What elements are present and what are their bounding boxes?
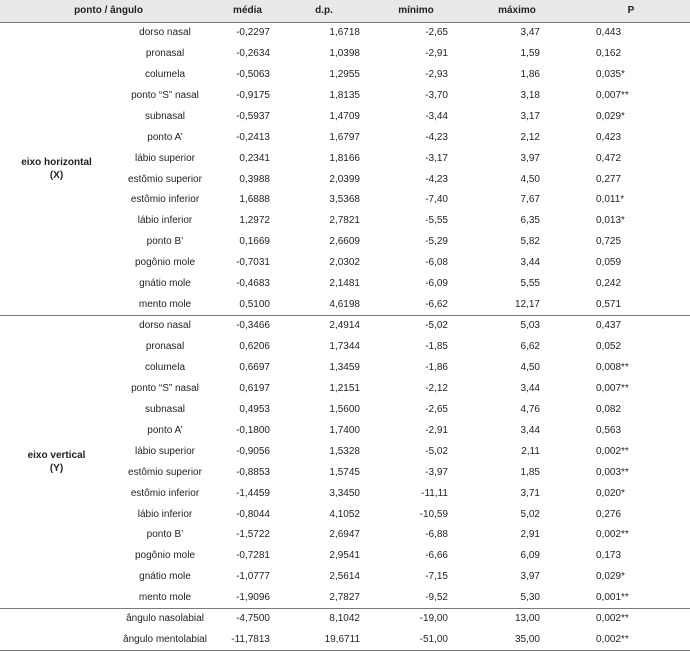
header-p: P: [572, 0, 690, 22]
row-p: 0,277: [596, 173, 622, 185]
row-maximo: 5,02: [520, 508, 540, 520]
row-media: 0,4953: [239, 403, 270, 415]
row-ponto: lábio inferior: [137, 508, 193, 520]
row-p: 0,002**: [572, 629, 690, 650]
row-maximo: 3,18: [520, 89, 540, 101]
row-maximo: 4,50: [520, 361, 540, 373]
header-media: média: [217, 0, 278, 22]
row-p: 0,007**: [596, 89, 629, 101]
row-media: -0,9175: [236, 89, 270, 101]
row-p: 0,082: [596, 403, 622, 415]
row-p: 0,003**: [596, 466, 629, 478]
row-dp: 2,9541: [329, 550, 360, 562]
header-maximo: máximo: [462, 0, 572, 22]
row-ponto: columela: [144, 361, 186, 373]
row-media: -0,7281: [236, 550, 270, 562]
row-ponto: estômio inferior: [130, 194, 200, 206]
row-p: 0,029*: [596, 110, 625, 122]
empty-group-cell: [0, 608, 113, 629]
row-maximo: 4,50: [520, 173, 540, 185]
row-ponto: ponto A’: [147, 424, 183, 436]
row-minimo: -5,02: [370, 315, 462, 336]
row-maximo: 2,91: [520, 529, 540, 541]
row-minimo: -2,91: [425, 47, 448, 59]
row-p: 0,002**: [596, 529, 629, 541]
row-media: -0,8044: [236, 508, 270, 520]
row-minimo: -7,15: [425, 571, 448, 583]
row-media: -11,7813: [217, 629, 278, 650]
row-p: 0,173: [596, 550, 622, 562]
row-dp: 1,2955: [329, 68, 360, 80]
row-p: 0,007**: [596, 382, 629, 394]
row-ponto: ponto B’: [146, 236, 184, 248]
row-ponto: lábio inferior: [137, 215, 193, 227]
row-minimo: -2,91: [425, 424, 448, 436]
row-media: -0,2634: [236, 47, 270, 59]
row-dp: 2,6609: [329, 236, 360, 248]
row-media: -0,2413: [236, 131, 270, 143]
row-media: 0,6206: [239, 341, 270, 353]
row-media: 0,3988: [239, 173, 270, 185]
row-ponto: ângulo mentolabial: [113, 629, 217, 650]
row-p: 0,242: [596, 278, 622, 290]
row-minimo: -2,65: [425, 403, 448, 415]
row-maximo: 3,44: [520, 257, 540, 269]
row-maximo: 6,62: [520, 341, 540, 353]
group-label-line2: (Y): [49, 462, 64, 474]
row-minimo: -3,70: [425, 89, 448, 101]
row-minimo: -3,44: [425, 110, 448, 122]
row-media: -0,8853: [236, 466, 270, 478]
row-maximo: 7,67: [520, 194, 540, 206]
row-maximo: 35,00: [462, 629, 572, 650]
row-p: 0,020*: [596, 487, 625, 499]
row-media: -0,1800: [236, 424, 270, 436]
row-ponto: ponto A’: [147, 131, 183, 143]
row-dp: 2,7827: [329, 592, 360, 604]
header-ponto: ponto / ângulo: [0, 0, 217, 22]
row-ponto: columela: [144, 68, 186, 80]
row-dp: 1,5745: [329, 466, 360, 478]
row-media: -1,4459: [236, 487, 270, 499]
row-maximo: 3,44: [520, 382, 540, 394]
row-p: 0,035*: [596, 68, 625, 80]
row-maximo: 1,85: [520, 466, 540, 478]
row-media: -0,3466: [217, 315, 278, 336]
row-minimo: -3,97: [425, 466, 448, 478]
row-minimo: -6,62: [425, 298, 448, 310]
table-row: [0, 315, 690, 336]
row-p: 0,571: [596, 298, 622, 310]
row-ponto: ponto “S” nasal: [131, 382, 199, 394]
row-ponto: pogônio mole: [134, 550, 196, 562]
row-minimo: -5,02: [425, 445, 448, 457]
row-maximo: 13,00: [462, 608, 572, 629]
row-dp: 2,4914: [278, 315, 370, 336]
row-p: 0,059: [596, 257, 622, 269]
row-minimo: -5,55: [425, 215, 448, 227]
row-maximo: 5,55: [520, 278, 540, 290]
row-media: 0,5100: [239, 298, 270, 310]
row-media: -0,9056: [236, 445, 270, 457]
row-maximo: 1,59: [520, 47, 540, 59]
row-dp: 8,1042: [278, 608, 370, 629]
row-p: 0,002**: [596, 445, 629, 457]
header-row: [0, 0, 690, 22]
row-ponto: pronasal: [145, 47, 185, 59]
row-minimo: -3,17: [425, 152, 448, 164]
row-minimo: -51,00: [370, 629, 462, 650]
row-dp: 3,3450: [329, 487, 360, 499]
row-dp: 3,5368: [329, 194, 360, 206]
row-dp: 1,7344: [329, 341, 360, 353]
row-media: -1,0777: [236, 571, 270, 583]
row-ponto: estômio superior: [128, 466, 202, 478]
row-maximo: 2,11: [521, 445, 540, 457]
row-p: 0,472: [596, 152, 622, 164]
row-p: 0,437: [572, 315, 690, 336]
table-row: [0, 22, 690, 43]
row-ponto: mento mole: [138, 592, 192, 604]
row-media: -0,4683: [236, 278, 270, 290]
row-ponto: subnasal: [144, 403, 186, 415]
row-ponto: gnátio mole: [139, 571, 191, 583]
row-p: 0,052: [596, 341, 622, 353]
row-ponto: estômio superior: [128, 173, 202, 185]
row-minimo: -7,40: [425, 194, 448, 206]
group-label-line1: eixo vertical: [27, 449, 86, 461]
header-dp: d.p.: [278, 0, 370, 22]
row-minimo: -9,52: [425, 592, 448, 604]
row-maximo: 3,47: [520, 27, 540, 39]
row-p: 0,029*: [596, 571, 625, 583]
row-p: 0,725: [596, 236, 622, 248]
group-label-line1: eixo horizontal: [21, 156, 92, 168]
row-maximo: 3,97: [520, 152, 540, 164]
row-media: 1,6888: [239, 194, 270, 206]
row-maximo: 12,17: [514, 298, 540, 310]
row-dp: 1,8135: [329, 89, 360, 101]
row-dp: 19,6711: [278, 629, 370, 650]
row-dp: 1,4709: [329, 110, 360, 122]
row-dp: 2,5614: [329, 571, 360, 583]
row-ponto: pronasal: [145, 341, 185, 353]
row-ponto: lábio superior: [134, 445, 196, 457]
row-maximo: 4,76: [520, 403, 540, 415]
row-media: 1,2972: [239, 215, 270, 227]
row-minimo: -2,65: [425, 27, 448, 39]
row-media: -0,7031: [236, 257, 270, 269]
row-media: 0,6697: [239, 361, 270, 373]
row-media: -0,5063: [236, 68, 270, 80]
row-dp: 2,1481: [329, 278, 360, 290]
row-p: 0,276: [596, 508, 622, 520]
row-maximo: 1,86: [520, 68, 540, 80]
row-p: 0,443: [596, 27, 622, 39]
row-p: 0,002**: [572, 608, 690, 629]
row-minimo: -1,86: [425, 361, 448, 373]
row-dp: 1,6797: [329, 131, 360, 143]
row-dp: 4,6198: [329, 298, 360, 310]
row-minimo: -6,66: [425, 550, 448, 562]
row-dp: 1,5600: [329, 403, 360, 415]
header-minimo: mínimo: [370, 0, 462, 22]
row-minimo: -6,09: [425, 278, 448, 290]
row-dp: 4,1052: [329, 508, 360, 520]
row-ponto: dorso nasal: [139, 27, 191, 39]
group-label: [0, 315, 113, 608]
row-media: -1,5722: [236, 529, 270, 541]
row-maximo: 6,09: [520, 550, 540, 562]
row-dp: 1,0398: [329, 47, 360, 59]
row-media: -0,5937: [236, 110, 270, 122]
row-minimo: -2,93: [425, 68, 448, 80]
row-media: 0,6197: [239, 382, 270, 394]
row-dp: 2,7821: [329, 215, 360, 227]
row-media: -4,7500: [217, 608, 278, 629]
row-maximo: 3,44: [520, 424, 540, 436]
row-dp: 1,6718: [329, 27, 360, 39]
row-ponto: ponto “S” nasal: [131, 89, 199, 101]
row-minimo: -5,29: [425, 236, 448, 248]
angle-row: [0, 608, 690, 629]
group-label: [0, 22, 113, 315]
empty-group-cell: [0, 629, 113, 650]
row-p: 0,013*: [596, 215, 625, 227]
group-label-line2: (X): [49, 169, 64, 181]
row-ponto: ângulo nasolabial: [113, 608, 217, 629]
row-ponto: subnasal: [144, 110, 186, 122]
row-dp: 2,6947: [329, 529, 360, 541]
row-maximo: 5,82: [520, 236, 540, 248]
row-p: 0,423: [596, 131, 622, 143]
row-dp: 1,7400: [329, 424, 360, 436]
row-minimo: -10,59: [419, 508, 448, 520]
row-ponto: pogônio mole: [134, 257, 196, 269]
row-p: 0,008**: [596, 361, 629, 373]
row-maximo: 5,03: [462, 315, 572, 336]
row-dp: 2,0399: [329, 173, 360, 185]
row-p: 0,001**: [596, 592, 629, 604]
row-minimo: -6,88: [425, 529, 448, 541]
row-dp: 2,0302: [329, 257, 360, 269]
row-media: 0,2341: [239, 152, 270, 164]
row-maximo: 3,71: [520, 487, 540, 499]
row-maximo: 3,97: [520, 571, 540, 583]
row-maximo: 3,17: [520, 110, 540, 122]
row-minimo: -2,12: [425, 382, 448, 394]
row-minimo: -1,85: [425, 341, 448, 353]
row-minimo: -19,00: [370, 608, 462, 629]
row-p: 0,162: [596, 47, 622, 59]
angle-row: [0, 629, 690, 650]
row-ponto: ponto B’: [146, 529, 184, 541]
row-ponto: lábio superior: [134, 152, 196, 164]
row-dp: 1,8166: [329, 152, 360, 164]
row-minimo: -4,23: [425, 173, 448, 185]
row-minimo: -11,11: [421, 487, 448, 499]
row-dp: 1,5328: [329, 445, 360, 457]
row-dp: 1,3459: [329, 361, 360, 373]
row-maximo: 5,30: [520, 592, 540, 604]
row-media: 0,1669: [239, 236, 270, 248]
row-ponto: dorso nasal: [113, 315, 217, 336]
row-maximo: 2,12: [520, 131, 540, 143]
row-p: 0,011*: [596, 194, 625, 206]
row-media: -0,2297: [236, 27, 270, 39]
row-minimo: -6,08: [425, 257, 448, 269]
row-dp: 1,2151: [329, 382, 360, 394]
row-maximo: 6,35: [520, 215, 540, 227]
row-media: -1,9096: [236, 592, 270, 604]
row-minimo: -4,23: [425, 131, 448, 143]
row-ponto: gnátio mole: [139, 278, 191, 290]
row-ponto: estômio inferior: [130, 487, 200, 499]
row-ponto: mento mole: [138, 298, 192, 310]
row-p: 0,563: [596, 424, 622, 436]
